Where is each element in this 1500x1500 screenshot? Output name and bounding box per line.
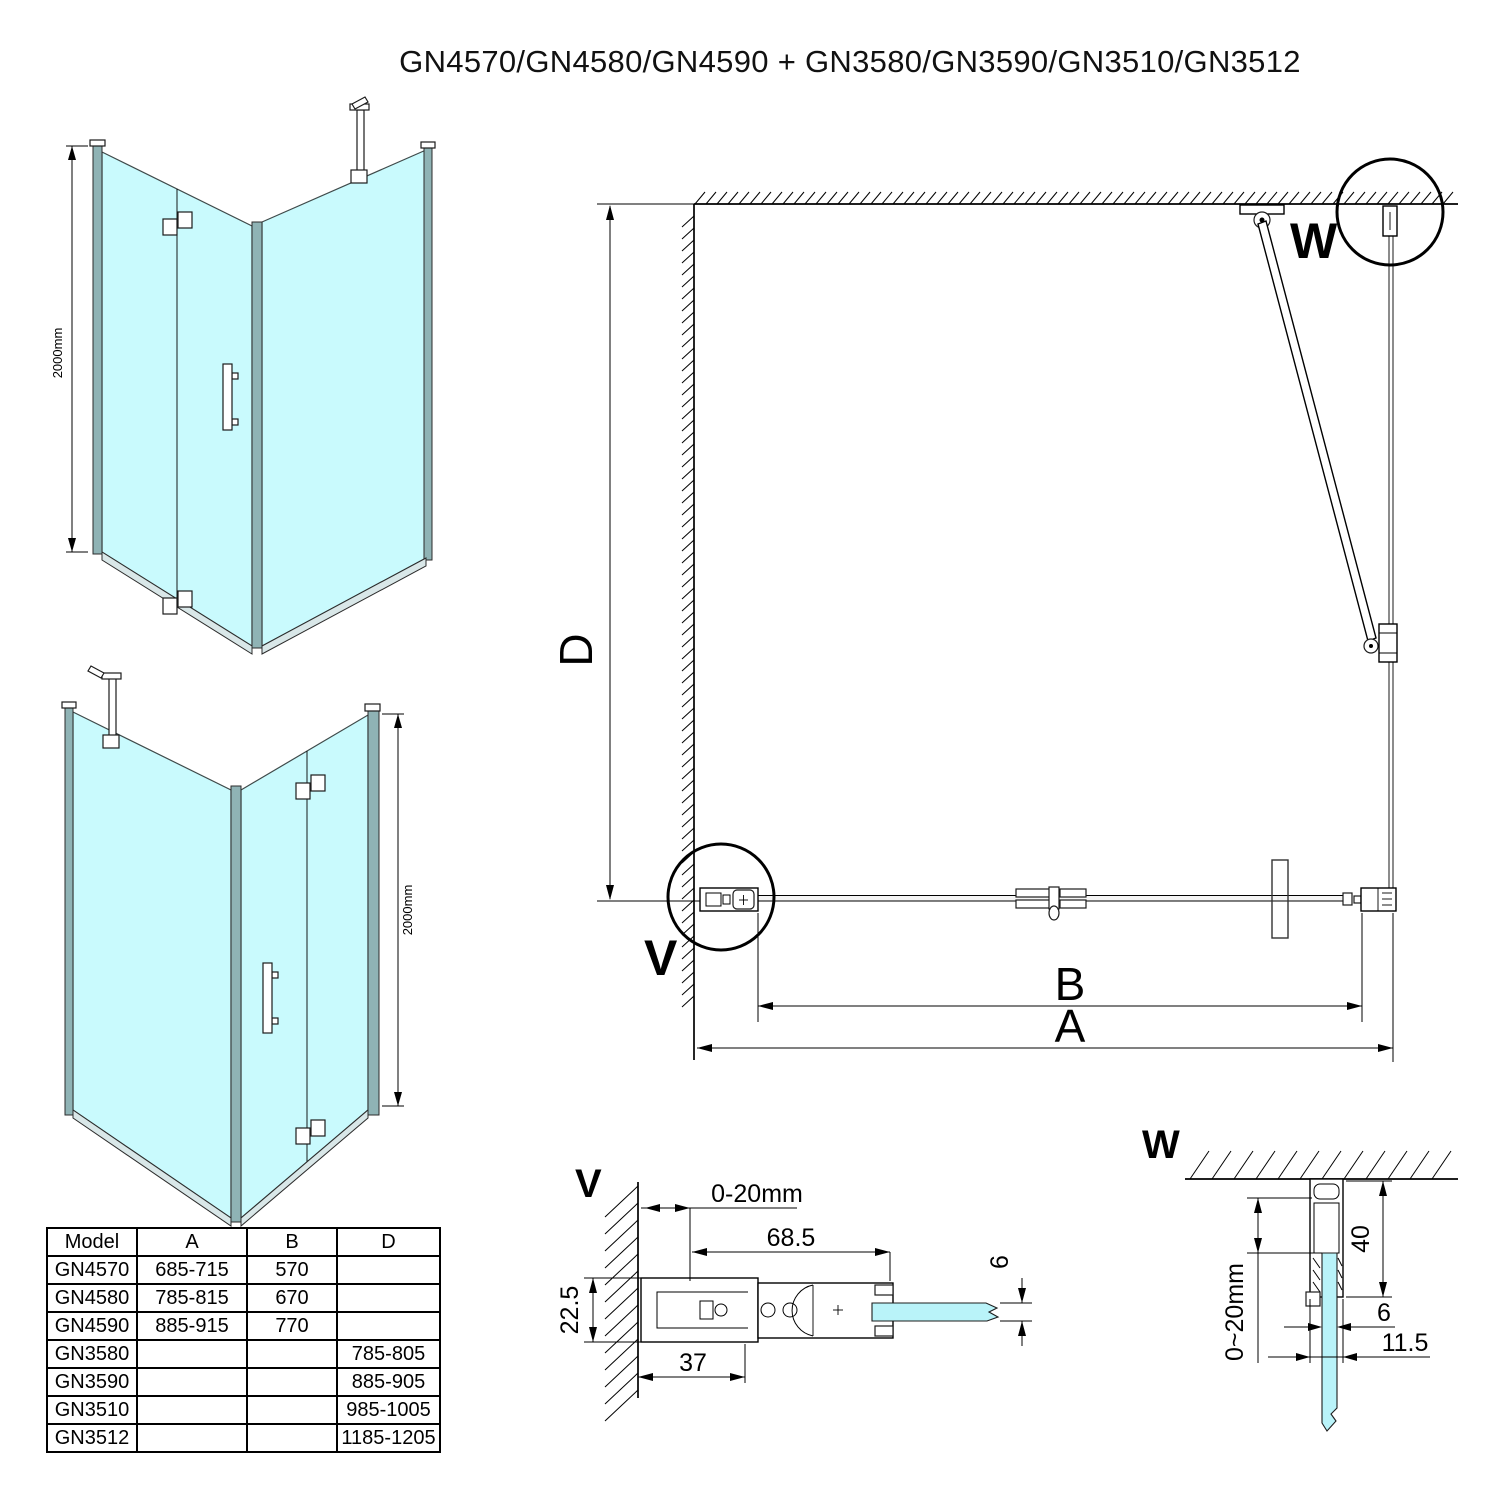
plan-detail-v-marker: V: [644, 930, 678, 986]
table-cell: 570: [247, 1256, 337, 1284]
iso-view-door-right: [62, 666, 415, 1226]
iso1-left-wall-profile: [93, 146, 102, 554]
plan-left-wall-hatch: [682, 216, 694, 1007]
plan-wall-profile: [700, 888, 758, 911]
plan-detail-w-marker: W: [1290, 213, 1338, 269]
plan-support-bar: [1240, 205, 1397, 662]
detail-w-offset-label: 11.5: [1381, 1329, 1429, 1357]
detail-v-adjust-label: 0-20mm: [711, 1180, 803, 1208]
size-table: [46, 1227, 441, 1453]
table-row: [47, 1312, 440, 1340]
detail-v-glass-label: 6: [986, 1255, 1014, 1269]
table-cell: GN3510: [47, 1396, 137, 1424]
table-header-cell: A: [137, 1228, 247, 1256]
detail-v-clamp-bottom: [875, 1326, 893, 1336]
detail-w-adjust-label: 0~20mm: [1221, 1263, 1249, 1361]
detail-v-profile: [641, 1278, 893, 1342]
iso2-left-edge-profile: [65, 708, 73, 1115]
iso2-right-wall-profile: [368, 710, 379, 1115]
iso2-side-glass: [73, 712, 231, 1218]
detail-w-label: W: [1142, 1123, 1180, 1167]
table-cell: 1185-1205: [337, 1424, 440, 1452]
table-cell: 785-815: [137, 1284, 247, 1312]
table-header-cell: Model: [47, 1228, 137, 1256]
detail-v-depth-label: 22.5: [556, 1285, 584, 1335]
table-cell: 985-1005: [337, 1396, 440, 1424]
detail-v-glass-dimension: [986, 1255, 1032, 1346]
plan-depth-dimension: [550, 204, 706, 901]
detail-w-offset-dimension: [1268, 1299, 1430, 1363]
table-row: [47, 1424, 440, 1452]
detail-w-glass-dimension: [1284, 1299, 1395, 1331]
detail-w-glass: [1322, 1253, 1337, 1431]
table-cell: GN4570: [47, 1256, 137, 1284]
iso1-corner-profile: [252, 222, 262, 648]
detail-w-height-dimension: [1346, 1181, 1392, 1297]
iso-view-door-left: [50, 97, 435, 654]
table-cell: [337, 1312, 440, 1340]
page-title: GN4570/GN4580/GN4590 + GN3580/GN3590/GN3510/GN3512: [399, 44, 1301, 79]
detail-v-wall-hatch: [605, 1186, 638, 1421]
iso2-height-dimension: [382, 714, 415, 1106]
table-header-cell: B: [247, 1228, 337, 1256]
plan-view: [550, 159, 1458, 1062]
iso2-left-cap: [62, 702, 76, 708]
table-cell: [247, 1340, 337, 1368]
table-cell: [137, 1424, 247, 1452]
iso1-right-edge-profile: [424, 148, 432, 560]
table-row: [47, 1256, 440, 1284]
table-cell: GN4580: [47, 1284, 137, 1312]
table-cell: [137, 1396, 247, 1424]
plan-door-width-label: B: [1054, 958, 1086, 1010]
detail-v-channel-label: 37: [679, 1349, 707, 1377]
detail-v-wall-channel-dimension: [638, 1344, 745, 1383]
plan-corner-profile: [1343, 888, 1396, 911]
detail-v-glass: [872, 1303, 998, 1321]
detail-w: [1142, 1123, 1458, 1431]
iso1-right-cap: [421, 142, 435, 148]
table-cell: 885-915: [137, 1312, 247, 1340]
iso1-support-bar: [350, 97, 369, 183]
table-cell: GN3580: [47, 1340, 137, 1368]
table-row: [47, 1340, 440, 1368]
table-cell: [247, 1368, 337, 1396]
detail-v-width-dimension: [692, 1224, 890, 1281]
table-row: [47, 1284, 440, 1312]
table-cell: GN3512: [47, 1424, 137, 1452]
size-table-head: [47, 1228, 440, 1256]
table-cell: GN4590: [47, 1312, 137, 1340]
plan-fold-hinge: [1016, 887, 1086, 920]
table-cell: [337, 1256, 440, 1284]
size-table-body: [47, 1256, 440, 1452]
table-header-row: [47, 1228, 440, 1256]
detail-w-glass-label: 6: [1377, 1299, 1391, 1327]
iso1-left-cap: [90, 140, 105, 146]
detail-w-adjust-dimension: [1221, 1198, 1322, 1363]
table-cell: [247, 1396, 337, 1424]
plan-side-panel: [1383, 206, 1397, 888]
table-cell: GN3590: [47, 1368, 137, 1396]
iso1-height-label: 2000mm: [50, 327, 65, 379]
detail-w-ceiling-hatch: [1190, 1151, 1451, 1179]
detail-v-width-label: 68.5: [766, 1224, 816, 1252]
iso2-height-label: 2000mm: [400, 884, 415, 936]
table-cell: [137, 1368, 247, 1396]
table-cell: [137, 1340, 247, 1368]
iso1-height-dimension: [50, 146, 88, 552]
table-cell: 885-905: [337, 1368, 440, 1396]
detail-v: [556, 1162, 1032, 1421]
table-cell: 670: [247, 1284, 337, 1312]
table-row: [47, 1396, 440, 1424]
table-cell: 770: [247, 1312, 337, 1340]
detail-w-height-label: 40: [1347, 1225, 1375, 1253]
detail-v-depth-dimension: [556, 1278, 641, 1342]
table-row: [47, 1368, 440, 1396]
detail-v-label: V: [575, 1162, 602, 1206]
table-cell: 685-715: [137, 1256, 247, 1284]
plan-total-width-label: A: [1054, 1000, 1086, 1052]
table-cell: [337, 1284, 440, 1312]
table-header-cell: D: [337, 1228, 440, 1256]
detail-v-clamp-top: [875, 1285, 893, 1295]
iso2-right-cap: [365, 704, 380, 711]
plan-depth-label: D: [550, 633, 602, 667]
iso2-corner-profile: [231, 786, 241, 1222]
table-cell: [247, 1424, 337, 1452]
table-cell: 785-805: [337, 1340, 440, 1368]
